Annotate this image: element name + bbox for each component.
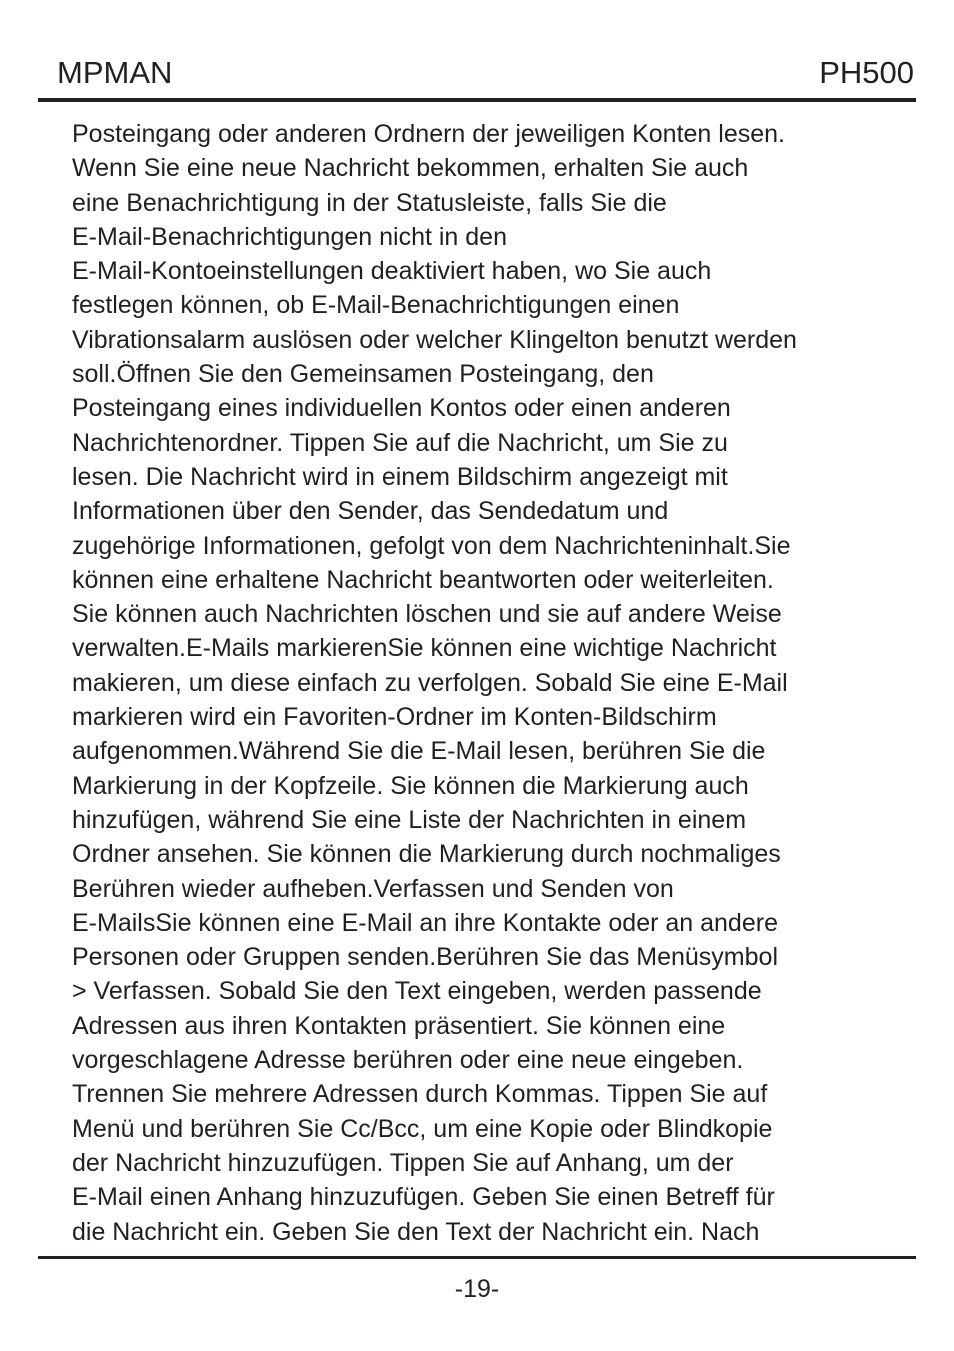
text-line: soll.Öffnen Sie den Gemeinsamen Posteingang, den	[72, 360, 654, 389]
text-line: Wenn Sie eine neue Nachricht bekommen, erhalten Sie auch	[72, 154, 749, 183]
text-line: eine Benachrichtigung in der Statusleiste, falls Sie die	[72, 188, 667, 217]
text-line: aufgenommen.Während Sie die E-Mail lesen, berühren Sie die	[72, 737, 766, 766]
brand-name: MPMAN	[57, 55, 173, 90]
text-line: verwalten.E-Mails markierenSie können eine wichtige Nachricht	[72, 634, 777, 663]
footer-divider	[38, 1256, 916, 1259]
text-line: Personen oder Gruppen senden.Berühren Sie das Menüsymbol	[72, 943, 778, 972]
text-line: lesen. Die Nachricht wird in einem Bildschirm angezeigt mit	[72, 462, 728, 491]
text-line: können eine erhaltene Nachricht beantworten oder weiterleiten.	[72, 565, 774, 594]
text-line: Berühren wieder aufheben.Verfassen und Senden von	[72, 874, 674, 903]
text-line: Ordner ansehen. Sie können die Markierung durch nochmaliges	[72, 840, 781, 869]
page-number: -19-	[454, 1275, 500, 1303]
text-line: Markierung in der Kopfzeile. Sie können die Markierung auch	[72, 771, 749, 800]
text-line: vorgeschlagene Adresse berühren oder eine neue eingeben.	[72, 1046, 744, 1075]
text-line: Informationen über den Sender, das Sendedatum und	[72, 497, 669, 526]
text-line: Posteingang eines individuellen Kontos oder einen anderen	[72, 394, 731, 423]
text-line: markieren wird ein Favoriten-Ordner im Konten-Bildschirm	[72, 703, 717, 732]
page-header	[40, 52, 914, 98]
text-line: E-Mail einen Anhang hinzuzufügen. Geben Sie einen Betreff für	[72, 1183, 775, 1212]
model-name: PH500	[819, 55, 914, 90]
text-line: festlegen können, ob E-Mail-Benachrichtigungen einen	[72, 291, 680, 320]
text-line: Posteingang oder anderen Ordnern der jeweiligen Konten lesen.	[72, 120, 785, 148]
header-divider	[38, 98, 916, 102]
text-line: E-Mail-Kontoeinstellungen deaktiviert haben, wo Sie auch	[72, 257, 712, 286]
body-text	[72, 117, 912, 1249]
text-line: hinzufügen, während Sie eine Liste der Nachrichten in einem	[72, 805, 747, 834]
text-line: der Nachricht hinzuzufügen. Tippen Sie auf Anhang, um der	[72, 1148, 734, 1177]
text-line: die Nachricht ein. Geben Sie den Text der Nachricht ein. Nach	[72, 1217, 760, 1246]
text-line: E-Mail-Benachrichtigungen nicht in den	[72, 222, 507, 251]
text-line: Vibrationsalarm auslösen oder welcher Klingelton benutzt werden	[72, 325, 797, 354]
text-line: zugehörige Informationen, gefolgt von dem Nachrichteninhalt.Sie	[72, 531, 791, 560]
text-line: Adressen aus ihren Kontakten präsentiert. Sie können eine	[72, 1011, 726, 1040]
text-line: Trennen Sie mehrere Adressen durch Kommas. Tippen Sie auf	[72, 1080, 768, 1109]
text-line: Sie können auch Nachrichten löschen und sie auf andere Weise	[72, 600, 782, 629]
text-line: E-MailsSie können eine E-Mail an ihre Kontakte oder an andere	[72, 908, 778, 937]
text-line: makieren, um diese einfach zu verfolgen. Sobald Sie eine E-Mail	[72, 668, 788, 697]
text-line: > Verfassen. Sobald Sie den Text eingeben, werden passende	[72, 977, 762, 1006]
text-line: Nachrichtenordner. Tippen Sie auf die Nachricht, um Sie zu	[72, 428, 728, 457]
text-line: Menü und berühren Sie Cc/Bcc, um eine Kopie oder Blindkopie	[72, 1114, 773, 1143]
